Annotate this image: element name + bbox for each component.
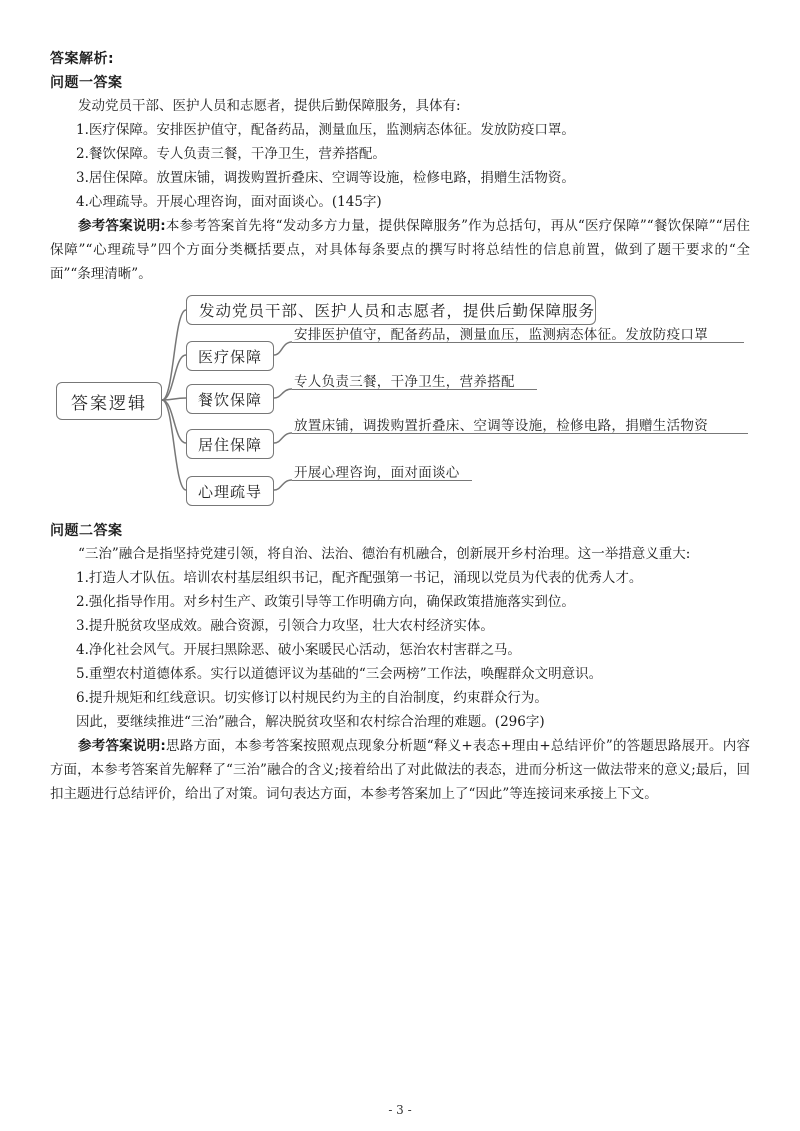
q2-item: 1.打造人才队伍。培训农村基层组织书记，配齐配强第一书记，涌现以党员为代表的优秀人才。 (76, 570, 643, 586)
mindmap-branch-housing: 居住保障 (186, 429, 274, 459)
section-heading: 答案解析: (50, 51, 115, 67)
q1-title: 问题一答案 (50, 75, 123, 91)
q1-note-label: 参考答案说明: (78, 218, 166, 234)
mindmap-root: 答案逻辑 (56, 382, 162, 420)
mindmap-leaf-housing: 放置床铺，调拨购置折叠床、空调等设施，检修电路，捐赠生活物资 (294, 418, 708, 434)
mindmap-leaf-catering: 专人负责三餐，干净卫生，营养搭配 (294, 374, 515, 390)
q2-note (50, 734, 750, 806)
leaf-underline (292, 342, 744, 343)
mindmap-top-branch: 发动党员干部、医护人员和志愿者，提供后勤保障服务 (186, 295, 596, 325)
q1-item: 1.医疗保障。安排医护值守，配备药品，测量血压，监测病态体征。发放防疫口罩。 (76, 122, 575, 138)
leaf-underline (292, 389, 537, 390)
mindmap-leaf-psych: 开展心理咨询，面对面谈心 (294, 465, 460, 481)
mindmap-branch-medical: 医疗保障 (186, 341, 274, 371)
q1-note (50, 214, 750, 286)
q1-item: 2.餐饮保障。专人负责三餐，干净卫生，营养搭配。 (76, 146, 386, 162)
mindmap-branch-catering: 餐饮保障 (186, 384, 274, 414)
q2-item: 4.净化社会风气。开展扫黑除恶、破小案暖民心活动，惩治农村害群之马。 (76, 642, 521, 658)
mindmap-leaf-medical: 安排医护值守，配备药品，测量血压，监测病态体征。发放防疫口罩 (294, 327, 708, 343)
q2-intro: “三治”融合是指坚持党建引领，将自治、法治、德治有机融合，创新展开乡村治理。这一举措意义重大: (78, 546, 691, 562)
leaf-underline (292, 433, 748, 434)
q1-intro: 发动党员干部、医护人员和志愿者，提供后勤保障服务，具体有: (78, 98, 461, 114)
q2-item: 3.提升脱贫攻坚成效。融合资源，引领合力攻坚，壮大农村经济实体。 (76, 618, 494, 634)
q2-title: 问题二答案 (50, 523, 123, 539)
logic-mindmap (50, 290, 750, 510)
leaf-underline (292, 480, 472, 481)
mindmap-branch-psych: 心理疏导 (186, 476, 274, 506)
q2-conclusion: 因此，要继续推进“三治”融合，解决脱贫攻坚和农村综合治理的难题。(296字) (76, 714, 545, 730)
q2-note-text: 思路方面，本参考答案按照观点现象分析题“释义+表态+理由+总结评价”的答题思路展开。内容方面，本参考答案首先解释了“三治”融合的含义;接着给出了对此做法的表态，进而分析这一做法带来的意义;最后，回扣主题进行总结评价，给出了对策。词句表达方面，本参考答案加上了“因此”等连接词来承接上下文。 (50, 738, 750, 802)
q2-item: 6.提升规矩和红线意识。切实修订以村规民约为主的自治制度，约束群众行为。 (76, 690, 548, 706)
q1-item: 3.居住保障。放置床铺，调拨购置折叠床、空调等设施，检修电路，捐赠生活物资。 (76, 170, 575, 186)
q2-note-label: 参考答案说明: (78, 738, 166, 754)
q1-item: 4.心理疏导。开展心理咨询，面对面谈心。(145字) (76, 194, 382, 210)
q2-item: 2.强化指导作用。对乡村生产、政策引导等工作明确方向，确保政策措施落实到位。 (76, 594, 575, 610)
q1-note-text: 本参考答案首先将“发动多方力量，提供保障服务”作为总括句，再从“医疗保障”“餐饮保障”“居住保障”“心理疏导”四个方面分类概括要点，对具体每条要点的撰写时将总结性的信息前置，做到了题干要求的“全面”“条理清晰”。 (50, 218, 751, 282)
q2-item: 5.重塑农村道德体系。实行以道德评议为基础的“三会两榜”工作法，唤醒群众文明意识。 (76, 666, 603, 682)
page-number: - 3 - (388, 1103, 412, 1117)
